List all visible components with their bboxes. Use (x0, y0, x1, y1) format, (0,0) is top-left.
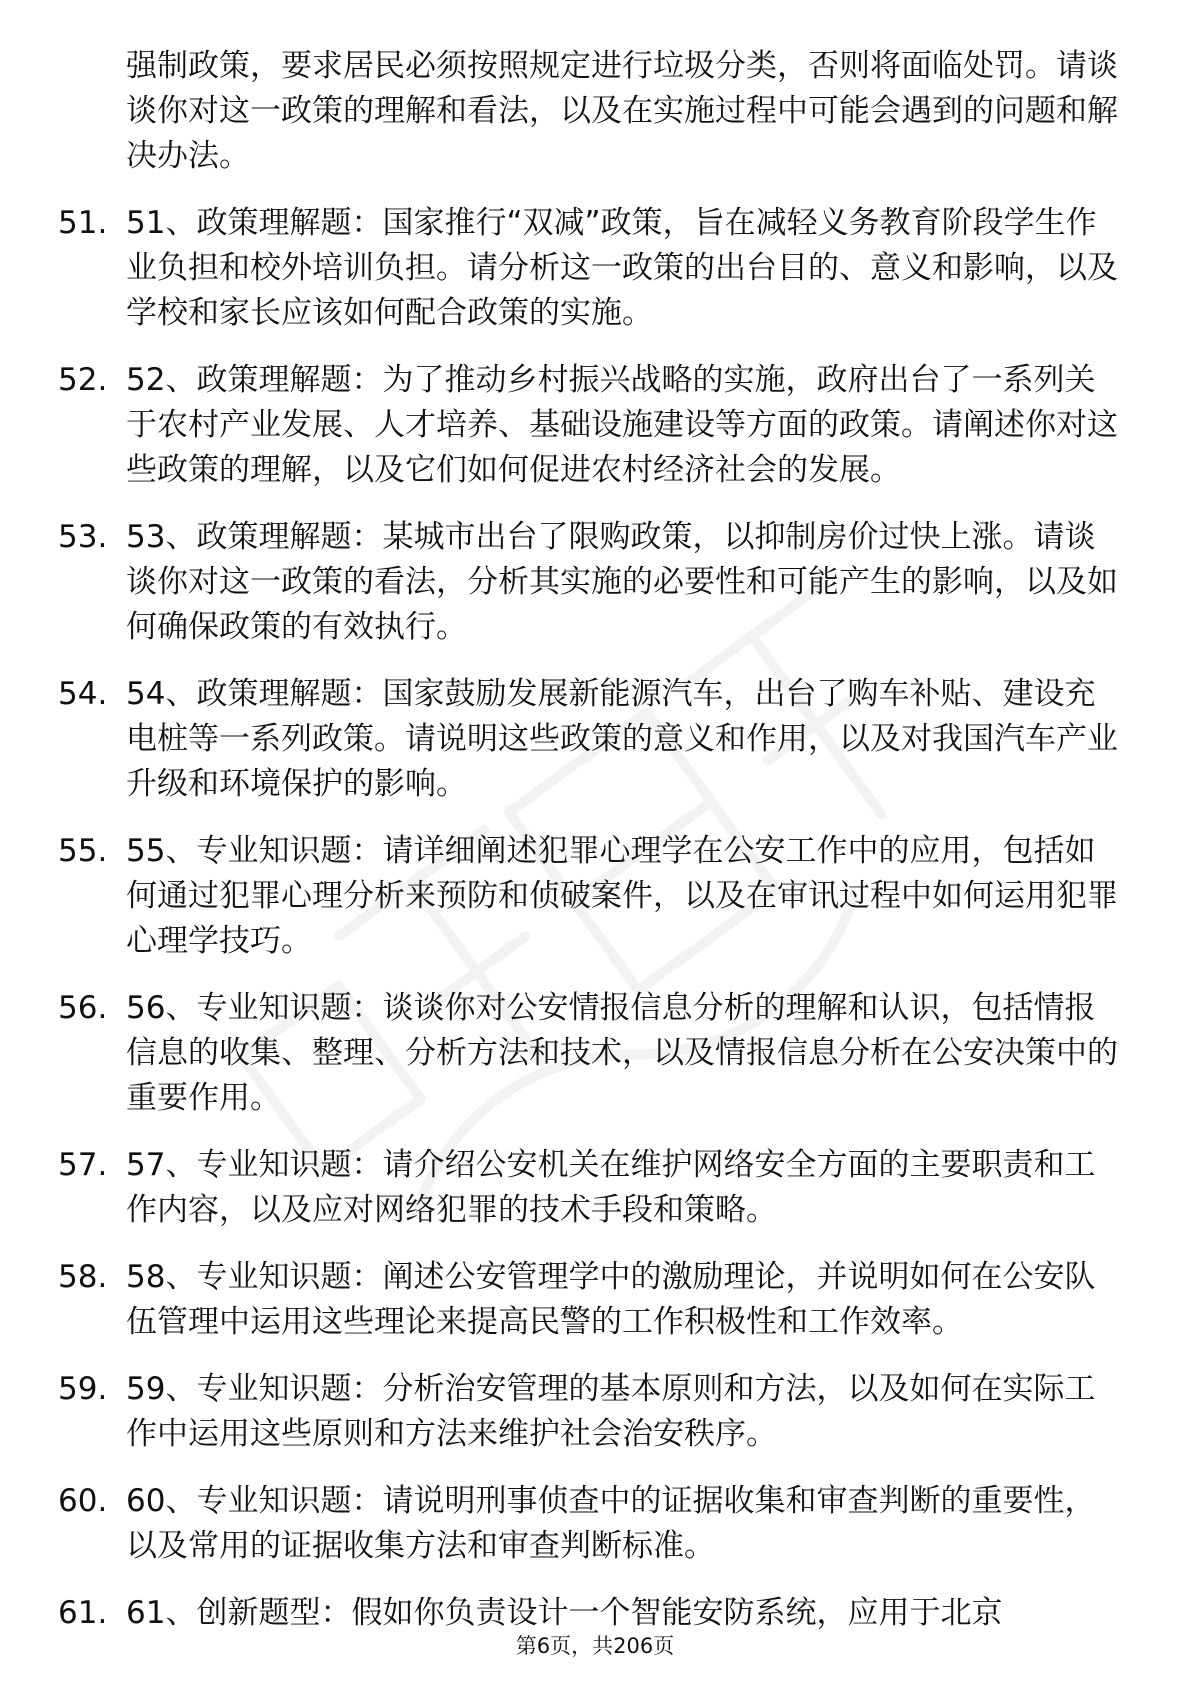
item-text: 59、专业知识题：分析治安管理的基本原则和方法，以及如何在实际工作中运用这些原则和方法来维护社会治安秩序。 (126, 1371, 1096, 1452)
item-number: 61. (58, 1595, 108, 1631)
list-item-59 (58, 1367, 1124, 1457)
page-footer: 第6页，共206页 (515, 1634, 675, 1658)
item-text: 51、政策理解题：国家推行“双减”政策，旨在减轻义务教育阶段学生作业负担和校外培训负担。请分析这一政策的出台目的、意义和影响，以及学校和家长应该如何配合政策的实施。 (126, 205, 1118, 331)
item-number: 60. (58, 1483, 108, 1519)
item-number: 58. (58, 1259, 108, 1295)
document-content (58, 44, 1124, 1658)
item-text: 61、创新题型：假如你负责设计一个智能安防系统，应用于北京 (126, 1595, 1003, 1631)
item-text: 58、专业知识题：阐述公安管理学中的激励理论，并说明如何在公安队伍管理中运用这些理论来提高民警的工作积极性和工作效率。 (126, 1259, 1096, 1340)
item-text: 54、政策理解题：国家鼓励发展新能源汽车，出台了购车补贴、建设充电桩等一系列政策。请说明这些政策的意义和作用，以及对我国汽车产业升级和环境保护的影响。 (126, 676, 1118, 802)
item-number: 51. (58, 205, 108, 241)
item-number: 59. (58, 1371, 108, 1407)
item-text: 56、专业知识题：谈谈你对公安情报信息分析的理解和认识，包括情报信息的收集、整理、分析方法和技术，以及情报信息分析在公安决策中的重要作用。 (126, 990, 1118, 1116)
item-text: 60、专业知识题：请说明刑事侦查中的证据收集和审查判断的重要性，以及常用的证据收集方法和审查判断标准。 (126, 1483, 1096, 1564)
item-number: 54. (58, 676, 108, 712)
item-number: 55. (58, 833, 108, 869)
list-item-51 (58, 201, 1124, 336)
list-item-54 (58, 672, 1124, 807)
list-item-60 (58, 1479, 1124, 1569)
item-text: 57、专业知识题：请介绍公安机关在维护网络安全方面的主要职责和工作内容，以及应对网络犯罪的技术手段和策略。 (126, 1147, 1096, 1228)
list-item-53 (58, 515, 1124, 650)
list-item-56 (58, 986, 1124, 1121)
list-item-61 (58, 1591, 1124, 1636)
item-text: 55、专业知识题：请详细阐述犯罪心理学在公安工作中的应用，包括如何通过犯罪心理分析来预防和侦破案件，以及在审讯过程中如何运用犯罪心理学技巧。 (126, 833, 1118, 959)
list-item-52 (58, 358, 1124, 493)
item-number: 56. (58, 990, 108, 1026)
item-text: 52、政策理解题：为了推动乡村振兴战略的实施，政府出台了一系列关于农村产业发展、人才培养、基础设施建设等方面的政策。请阐述你对这些政策的理解，以及它们如何促进农村经济社会的发展。 (126, 362, 1118, 488)
item-number: 57. (58, 1147, 108, 1183)
list-item-55 (58, 829, 1124, 964)
item-number: 53. (58, 519, 108, 555)
item-number: 52. (58, 362, 108, 398)
continued-paragraph: 强制政策，要求居民必须按照规定进行垃圾分类，否则将面临处罚。请谈谈你对这一政策的理解和看法，以及在实施过程中可能会遇到的问题和解决办法。 (126, 48, 1118, 174)
list-item-58 (58, 1255, 1124, 1345)
list-item-57 (58, 1143, 1124, 1233)
item-text: 53、政策理解题：某城市出台了限购政策，以抑制房价过快上涨。请谈谈你对这一政策的看法，分析其实施的必要性和可能产生的影响，以及如何确保政策的有效执行。 (126, 519, 1118, 645)
